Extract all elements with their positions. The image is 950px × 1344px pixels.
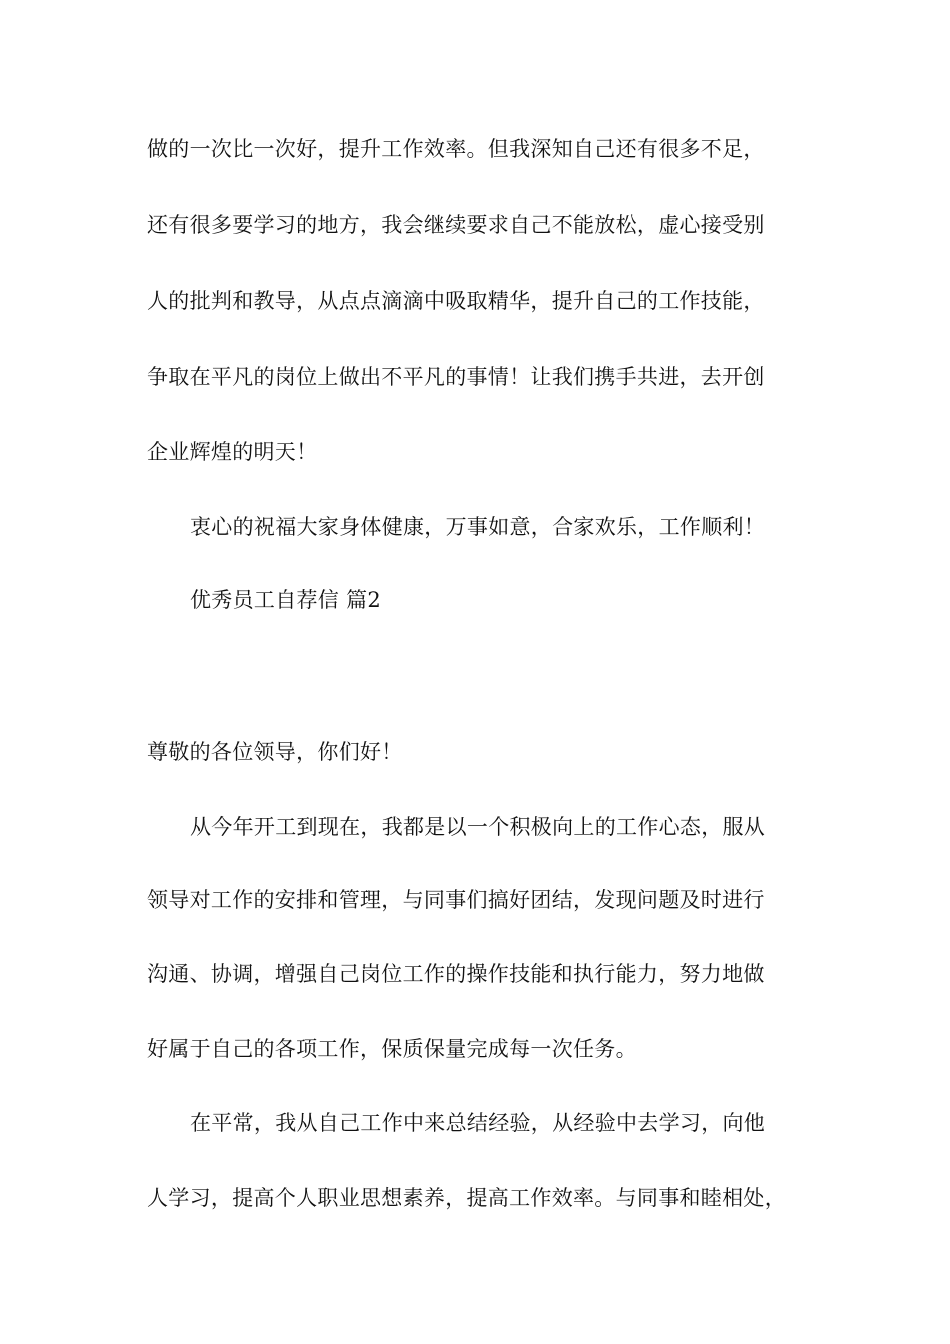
paragraph-line: 沟通、协调，增强自己岗位工作的操作技能和执行能力，努力地做 (147, 962, 765, 986)
blessing-line: 衷心的祝福大家身体健康，万事如意，合家欢乐，工作顺利！ (190, 515, 766, 539)
paragraph-line: 领导对工作的安排和管理，与同事们搞好团结，发现问题及时进行 (147, 888, 765, 912)
paragraph-line: 做的一次比一次好，提升工作效率。但我深知自己还有很多不足， (147, 137, 765, 161)
paragraph-line: 人学习，提高个人职业思想素养，提高工作效率。与同事和睦相处， (147, 1186, 786, 1210)
paragraph-line: 好属于自己的各项工作，保质保量完成每一次任务。 (147, 1037, 637, 1061)
paragraph-line: 争取在平凡的岗位上做出不平凡的事情！让我们携手共进，去开创 (147, 365, 765, 389)
paragraph-line: 人的批判和教导，从点点滴滴中吸取精华，提升自己的工作技能， (147, 289, 765, 313)
paragraph-line: 还有很多要学习的地方，我会继续要求自己不能放松，虚心接受别 (147, 213, 765, 237)
salutation: 尊敬的各位领导，你们好！ (147, 740, 403, 764)
paragraph-line: 企业辉煌的明天！ (147, 440, 318, 464)
paragraph-line: 在平常，我从自己工作中来总结经验，从经验中去学习，向他 (190, 1111, 766, 1135)
section-title: 优秀员工自荐信 篇2 (190, 588, 382, 612)
paragraph-line: 从今年开工到现在，我都是以一个积极向上的工作心态，服从 (190, 815, 766, 839)
